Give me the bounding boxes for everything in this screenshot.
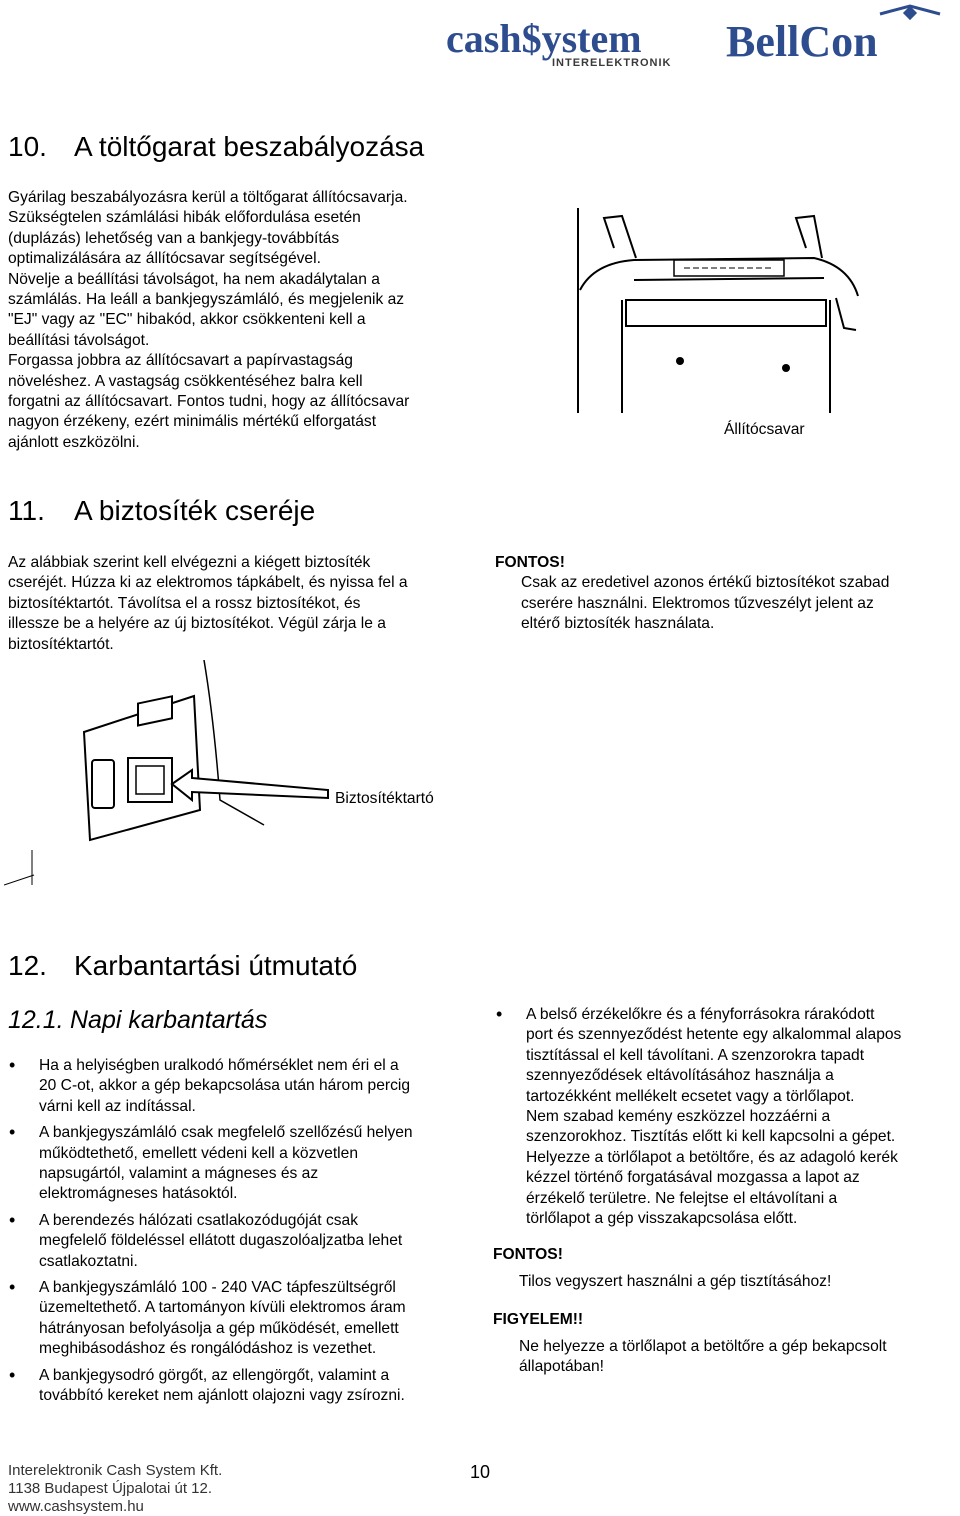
bullet-line: hátrányosan befolyásolja a gép működését, emellett [39,1319,399,1337]
footer-address: 1138 Budapest Újpalotai út 12. [8,1480,213,1497]
bullet-line: port és szennyeződést hetente egy alkalommal alapos [526,1026,902,1044]
bullet-line: • A belső érzékelőkre és a fényforrásokra rárakódott [526,1006,875,1023]
s10-line: optimalizálására az állítócsavar segítségével. [8,250,321,268]
section-12-1-title: Napi karbantartás [70,1006,268,1034]
bullet-line: Nem szabad kemény eszközzel hozzáérni a [526,1108,831,1126]
s11-fontos-line: eltérő biztosíték használata. [521,615,715,633]
s10-line: forgatni az állítócsavart. Fontos tudni, hogy az állítócsavar [8,393,410,411]
bullet-line: üzemeltethető. A tartományon kívüli elektromos áram [39,1299,406,1317]
header-logo-graphic [440,0,960,80]
s10-line: Gyárilag beszabályozásra kerül a töltőgarat állítócsavarja. [8,189,408,206]
list-item [6,1056,476,1117]
section-10-heading [8,131,424,163]
bullet-line: működtethető, emellett védeni kell a közvetlen [39,1144,358,1162]
s10-line: "EJ" vagy az "EC" hibakód, akkor csökkenteni kell a [8,311,366,329]
section-10-text [8,188,478,453]
bullet-line: Helyezze a törlőlapot a betöltőre, és az adagoló kerék [526,1148,898,1166]
bullet-line: csatlakoztatni. [39,1252,138,1270]
s11-line: illessze be a helyére az új biztosítékot. Végül zárja le a [8,615,386,633]
adjusting-screw-caption: Állítócsavar [724,421,805,438]
bullet-line: 20 C-ot, akkor a gép bekapcsolása után három percig [39,1077,410,1095]
s10-line: (duplázás) lehetőség van a bankjegy-továbbítás [8,229,340,247]
cashsystem-logo: cash$ystem [446,16,642,61]
bullet-line: • Ha a helyiségben uralkodó hőmérséklet nem éri el a [39,1057,399,1074]
s11-line: cseréjét. Húzza ki az elektromos tápkábelt, és nyissa fel a [8,574,408,592]
section-11-text [8,553,478,655]
section-10-number: 10. [8,131,47,162]
hopper-illustration [574,208,860,413]
bellcon-logo: BellCon [726,17,878,66]
s10-line: ajánlott eszközölni. [8,433,140,451]
bullet-line: szennyeződések eltávolításához használja a [526,1067,834,1085]
s11-line: biztosítéktartót. Távolítsa el a rossz biztosítékot, és [8,594,361,612]
section-12-heading [8,950,357,982]
s12-fontos-text: Tilos vegyszert használni a gép tisztításához! [519,1272,832,1290]
left-bullet-list [6,1056,476,1413]
section-11-title: A biztosíték cseréje [74,495,316,526]
bullet-line: szenzorokhoz. Tisztítás előtt ki kell kapcsolni a gépet. [526,1128,896,1146]
s11-line: biztosítéktartót. [8,635,114,653]
s12-figyelem-line: Ne helyezze a törlőlapot a betöltőre a gép bekapcsolt [519,1337,887,1355]
arrow-icon [170,762,330,806]
bullet-line: elektromágneses hatásoktól. [39,1185,238,1203]
s10-line: Növelje a beállítási távolságot, ha nem akadálytalan a [8,270,380,288]
bullet-line: • A bankjegysodró görgőt, az ellengörgőt, valamint a [39,1366,390,1384]
footer-company: Interelektronik Cash System Kft. [8,1462,223,1479]
bullet-line: • A berendezés hálózati csatlakozódugóját csak [39,1211,359,1229]
page-number: 10 [470,1462,491,1482]
bullet-line: törlőlapot a gép visszakapcsolása előtt. [526,1210,798,1228]
bullet-line: érzékelő területre. Ne felejtse el eltávolítani a [526,1189,838,1207]
bullet-line: napsugártól, valamint a mágneses és az [39,1165,319,1183]
bullet-line: meghibásodáshoz és rongálódáshoz is vezethet. [39,1340,377,1358]
list-item [6,1366,476,1407]
section-11-heading [8,495,315,527]
bullet-line: megfelelő földeléssel ellátott dugaszolóaljzatba lehet [39,1232,403,1250]
s11-fontos-line: Csak az eredetivel azonos értékű biztosítékot szabad [521,574,890,592]
bullet-line: várni kell az indítással. [39,1097,196,1115]
s11-line: Az alábbiak szerint kell elvégezni a kiégett biztosíték [8,554,371,571]
list-item [493,1005,958,1229]
section-11-warning [495,553,955,635]
fuse-holder-arrow [170,762,330,806]
right-column [493,1005,958,1378]
bullet-line: tartozékként mellékelt ecsetet vagy a törlőlapot. [526,1087,855,1105]
section-12-1-heading [8,1006,267,1035]
section-11-number: 11. [8,495,45,526]
s10-line: nagyon érzékeny, ezért minimális mértékű elforgatást [8,413,377,431]
list-item [6,1211,476,1272]
hopper-drawing [574,208,860,413]
section-10-title: A töltőgarat beszabályozása [74,131,425,162]
s10-line: Forgassa jobbra az állítócsavart a papírvastagság [8,352,353,370]
footer-website: www.cashsystem.hu [8,1498,144,1515]
list-item [6,1123,476,1205]
section-12-1-number: 12.1. [8,1006,64,1034]
s10-line: növeléshez. A vastagság csökkentéséhez balra kell [8,372,363,390]
bullet-line: továbbító kereket nem ajánlott olajozni vagy zsírozni. [39,1387,405,1405]
s12-fontos-label: FONTOS! [493,1246,563,1264]
section-12-title: Karbantartási útmutató [74,950,358,981]
fuse-holder-caption: Biztosítéktartó [335,790,434,807]
bullet-line: kézzel történő forgatásával mozgassa a lapot az [526,1169,860,1187]
section-12-number: 12. [8,950,47,981]
s10-line: beállítási távolságot. [8,331,150,349]
s11-fontos-line: cserére használni. Elektromos tűzveszélyt jelent az [521,594,874,612]
s10-line: számlálás. Ha leáll a bankjegyszámláló, és megjelenik az [8,291,405,309]
s11-fontos-label: FONTOS! [495,554,565,571]
footer [8,1462,222,1516]
s12-figyelem-label: FIGYELEM!! [493,1311,584,1329]
header-logos [440,0,960,80]
list-item [6,1278,476,1360]
bullet-line: • A bankjegyszámláló 100 - 240 VAC tápfeszültségről [39,1279,396,1297]
bullet-line: tisztítással el kell távolítani. A szenzorokra tapadt [526,1046,865,1064]
bullet-line: • A bankjegyszámláló csak megfelelő szellőzésű helyen [39,1124,413,1142]
s12-figyelem-line: állapotában! [519,1358,604,1376]
s10-line: Szükségtelen számlálási hibák előfordulása esetén [8,209,361,227]
cashsystem-logo-sub: INTERELEKTRONIK [552,57,672,69]
